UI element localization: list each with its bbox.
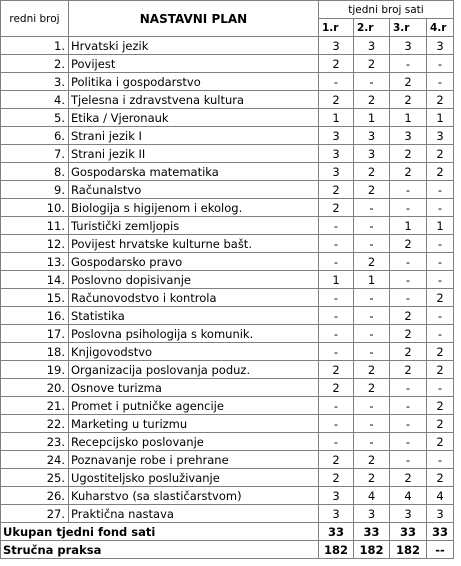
subject-name: Poslovno dopisivanje <box>69 271 319 289</box>
hours-cell-year-2: - <box>354 325 390 343</box>
hours-cell-year-3: 2 <box>390 361 427 379</box>
hours-cell-year-2: 4 <box>354 487 390 505</box>
hours-cell-year-1: 3 <box>319 487 354 505</box>
table-row <box>1 415 454 433</box>
hours-cell-year-4: 2 <box>427 433 454 451</box>
hours-cell-year-4: - <box>427 379 454 397</box>
subject-name: Statistika <box>69 307 319 325</box>
table-row <box>1 37 454 55</box>
hours-cell-year-2: 2 <box>354 469 390 487</box>
hours-cell-year-1: - <box>319 307 354 325</box>
subject-name: Biologija s higijenom i ekolog. <box>69 199 319 217</box>
totals-label: Stručna praksa <box>1 541 319 559</box>
hours-cell-year-3: - <box>390 379 427 397</box>
table-row <box>1 505 454 523</box>
hours-cell-year-2: - <box>354 73 390 91</box>
table-row <box>1 199 454 217</box>
hours-cell-year-3: - <box>390 181 427 199</box>
hours-cell-year-2: 3 <box>354 37 390 55</box>
hours-cell-year-1: 2 <box>319 199 354 217</box>
hours-cell-year-4: 3 <box>427 127 454 145</box>
table-row <box>1 379 454 397</box>
hours-cell-year-4: 2 <box>427 397 454 415</box>
table-row <box>1 469 454 487</box>
total-cell-year-1: 182 <box>319 541 354 559</box>
hours-cell-year-3: 4 <box>390 487 427 505</box>
row-number: 13. <box>1 253 69 271</box>
table-row <box>1 433 454 451</box>
row-number: 15. <box>1 289 69 307</box>
year-header-3: 3.r <box>390 19 427 37</box>
hours-cell-year-3: 2 <box>390 325 427 343</box>
table-row <box>1 397 454 415</box>
subject-name: Knjigovodstvo <box>69 343 319 361</box>
hours-cell-year-4: 3 <box>427 37 454 55</box>
row-number: 12. <box>1 235 69 253</box>
table-row <box>1 55 454 73</box>
hours-cell-year-4: 2 <box>427 469 454 487</box>
subject-name: Tjelesna i zdravstvena kultura <box>69 91 319 109</box>
subject-name: Gospodarska matematika <box>69 163 319 181</box>
hours-cell-year-4: - <box>427 271 454 289</box>
table-header <box>1 1 454 37</box>
hours-cell-year-2: 2 <box>354 379 390 397</box>
subject-name: Strani jezik I <box>69 127 319 145</box>
hours-cell-year-3: 2 <box>390 91 427 109</box>
subject-name: Turistički zemljopis <box>69 217 319 235</box>
hours-cell-year-2: 3 <box>354 127 390 145</box>
year-header-2: 2.r <box>354 19 390 37</box>
hours-cell-year-3: 2 <box>390 343 427 361</box>
subject-name: Promet i putničke agencije <box>69 397 319 415</box>
table-row <box>1 253 454 271</box>
subject-name: Organizacija poslovanja poduz. <box>69 361 319 379</box>
total-cell-year-3: 182 <box>390 541 427 559</box>
row-number: 22. <box>1 415 69 433</box>
hours-cell-year-1: 2 <box>319 181 354 199</box>
hours-cell-year-1: - <box>319 325 354 343</box>
hours-cell-year-3: 2 <box>390 307 427 325</box>
row-number: 1. <box>1 37 69 55</box>
hours-cell-year-3: - <box>390 253 427 271</box>
subject-name: Poslovna psihologija s komunik. <box>69 325 319 343</box>
hours-cell-year-4: 3 <box>427 505 454 523</box>
hours-cell-year-4: - <box>427 199 454 217</box>
hours-cell-year-1: 3 <box>319 505 354 523</box>
row-number: 18. <box>1 343 69 361</box>
hours-cell-year-4: - <box>427 73 454 91</box>
table-row <box>1 181 454 199</box>
total-cell-year-3: 33 <box>390 523 427 541</box>
hours-cell-year-4: 4 <box>427 487 454 505</box>
column-header-tjedni-broj-sati: tjedni broj sati <box>319 1 454 19</box>
hours-cell-year-1: 1 <box>319 109 354 127</box>
subject-name: Strani jezik II <box>69 145 319 163</box>
row-number: 25. <box>1 469 69 487</box>
row-number: 8. <box>1 163 69 181</box>
row-number: 14. <box>1 271 69 289</box>
totals-row <box>1 523 454 541</box>
hours-cell-year-1: - <box>319 289 354 307</box>
hours-cell-year-2: 2 <box>354 55 390 73</box>
hours-cell-year-3: 1 <box>390 217 427 235</box>
hours-cell-year-1: 2 <box>319 361 354 379</box>
row-number: 23. <box>1 433 69 451</box>
hours-cell-year-4: 2 <box>427 415 454 433</box>
hours-cell-year-3: 3 <box>390 505 427 523</box>
hours-cell-year-1: - <box>319 433 354 451</box>
row-number: 17. <box>1 325 69 343</box>
hours-cell-year-4: - <box>427 307 454 325</box>
total-cell-year-1: 33 <box>319 523 354 541</box>
row-number: 16. <box>1 307 69 325</box>
hours-cell-year-1: - <box>319 397 354 415</box>
table-row <box>1 127 454 145</box>
row-number: 5. <box>1 109 69 127</box>
hours-cell-year-1: 2 <box>319 451 354 469</box>
hours-cell-year-4: 1 <box>427 217 454 235</box>
hours-cell-year-3: - <box>390 199 427 217</box>
row-number: 7. <box>1 145 69 163</box>
hours-cell-year-1: 3 <box>319 163 354 181</box>
total-cell-year-2: 182 <box>354 541 390 559</box>
table-row <box>1 289 454 307</box>
hours-cell-year-3: 1 <box>390 109 427 127</box>
column-header-redni-broj: redni broj <box>1 1 69 37</box>
hours-cell-year-1: - <box>319 415 354 433</box>
hours-cell-year-4: - <box>427 451 454 469</box>
hours-cell-year-3: 2 <box>390 73 427 91</box>
subject-name: Poznavanje robe i prehrane <box>69 451 319 469</box>
hours-cell-year-4: 2 <box>427 91 454 109</box>
table-row <box>1 487 454 505</box>
hours-cell-year-2: - <box>354 397 390 415</box>
hours-cell-year-2: - <box>354 289 390 307</box>
hours-cell-year-1: - <box>319 343 354 361</box>
subject-name: Povijest hrvatske kulturne bašt. <box>69 235 319 253</box>
hours-cell-year-3: - <box>390 433 427 451</box>
table-row <box>1 145 454 163</box>
hours-cell-year-2: 1 <box>354 109 390 127</box>
table-row <box>1 307 454 325</box>
hours-cell-year-3: - <box>390 415 427 433</box>
table-row <box>1 451 454 469</box>
subject-name: Osnove turizma <box>69 379 319 397</box>
hours-cell-year-1: - <box>319 253 354 271</box>
subject-name: Recepcijsko poslovanje <box>69 433 319 451</box>
row-number: 26. <box>1 487 69 505</box>
subject-name: Gospodarsko pravo <box>69 253 319 271</box>
hours-cell-year-1: 3 <box>319 145 354 163</box>
hours-cell-year-4: 2 <box>427 343 454 361</box>
row-number: 6. <box>1 127 69 145</box>
hours-cell-year-2: 2 <box>354 181 390 199</box>
hours-cell-year-2: - <box>354 235 390 253</box>
hours-cell-year-3: - <box>390 55 427 73</box>
table-row <box>1 325 454 343</box>
hours-cell-year-1: - <box>319 217 354 235</box>
table-row <box>1 361 454 379</box>
year-header-1: 1.r <box>319 19 354 37</box>
subject-name: Povijest <box>69 55 319 73</box>
hours-cell-year-1: - <box>319 235 354 253</box>
hours-cell-year-2: 3 <box>354 145 390 163</box>
row-number: 21. <box>1 397 69 415</box>
hours-cell-year-1: 2 <box>319 469 354 487</box>
hours-cell-year-4: 2 <box>427 361 454 379</box>
hours-cell-year-2: 2 <box>354 163 390 181</box>
hours-cell-year-3: 2 <box>390 469 427 487</box>
hours-cell-year-3: - <box>390 451 427 469</box>
row-number: 2. <box>1 55 69 73</box>
row-number: 19. <box>1 361 69 379</box>
hours-cell-year-3: - <box>390 397 427 415</box>
hours-cell-year-1: 2 <box>319 91 354 109</box>
table-row <box>1 343 454 361</box>
table-row <box>1 235 454 253</box>
hours-cell-year-4: - <box>427 55 454 73</box>
hours-cell-year-2: - <box>354 433 390 451</box>
hours-cell-year-2: 3 <box>354 505 390 523</box>
row-number: 20. <box>1 379 69 397</box>
subject-name: Kuharstvo (sa slastičarstvom) <box>69 487 319 505</box>
total-cell-year-4: -- <box>427 541 454 559</box>
hours-cell-year-2: 2 <box>354 451 390 469</box>
table-row <box>1 73 454 91</box>
hours-cell-year-3: 3 <box>390 37 427 55</box>
hours-cell-year-1: 2 <box>319 55 354 73</box>
row-number: 4. <box>1 91 69 109</box>
subject-name: Ugostiteljsko posluživanje <box>69 469 319 487</box>
hours-cell-year-3: 2 <box>390 235 427 253</box>
hours-cell-year-4: 2 <box>427 145 454 163</box>
year-header-4: 4.r <box>427 19 454 37</box>
hours-cell-year-2: - <box>354 199 390 217</box>
table-row <box>1 271 454 289</box>
total-cell-year-4: 33 <box>427 523 454 541</box>
hours-cell-year-2: 2 <box>354 91 390 109</box>
hours-cell-year-2: 1 <box>354 271 390 289</box>
subject-name: Računovodstvo i kontrola <box>69 289 319 307</box>
hours-cell-year-2: - <box>354 307 390 325</box>
table-row <box>1 163 454 181</box>
hours-cell-year-2: - <box>354 415 390 433</box>
row-number: 10. <box>1 199 69 217</box>
row-number: 11. <box>1 217 69 235</box>
row-number: 27. <box>1 505 69 523</box>
totals-row <box>1 541 454 559</box>
subject-name: Etika / Vjeronauk <box>69 109 319 127</box>
hours-cell-year-3: - <box>390 271 427 289</box>
hours-cell-year-4: 2 <box>427 163 454 181</box>
subject-name: Praktična nastava <box>69 505 319 523</box>
hours-cell-year-4: 2 <box>427 289 454 307</box>
totals-label: Ukupan tjedni fond sati <box>1 523 319 541</box>
hours-cell-year-3: - <box>390 289 427 307</box>
row-number: 9. <box>1 181 69 199</box>
hours-cell-year-3: 2 <box>390 163 427 181</box>
subject-name: Računalstvo <box>69 181 319 199</box>
hours-cell-year-4: - <box>427 181 454 199</box>
subject-name: Marketing u turizmu <box>69 415 319 433</box>
hours-cell-year-2: 2 <box>354 253 390 271</box>
hours-cell-year-4: - <box>427 325 454 343</box>
subject-name: Hrvatski jezik <box>69 37 319 55</box>
table-row <box>1 217 454 235</box>
hours-cell-year-4: 1 <box>427 109 454 127</box>
subject-name: Politika i gospodarstvo <box>69 73 319 91</box>
hours-cell-year-1: 3 <box>319 127 354 145</box>
hours-cell-year-1: 3 <box>319 37 354 55</box>
total-cell-year-2: 33 <box>354 523 390 541</box>
hours-cell-year-3: 2 <box>390 145 427 163</box>
hours-cell-year-3: 3 <box>390 127 427 145</box>
hours-cell-year-4: - <box>427 235 454 253</box>
hours-cell-year-2: - <box>354 343 390 361</box>
hours-cell-year-2: 2 <box>354 361 390 379</box>
table-totals <box>1 523 454 559</box>
hours-cell-year-2: - <box>354 217 390 235</box>
column-header-nastavni-plan: NASTAVNI PLAN <box>69 1 319 37</box>
table-row <box>1 91 454 109</box>
row-number: 24. <box>1 451 69 469</box>
table-body <box>1 37 454 523</box>
table-row <box>1 109 454 127</box>
hours-cell-year-1: 1 <box>319 271 354 289</box>
hours-cell-year-1: - <box>319 73 354 91</box>
hours-cell-year-4: - <box>427 253 454 271</box>
hours-cell-year-1: 2 <box>319 379 354 397</box>
row-number: 3. <box>1 73 69 91</box>
